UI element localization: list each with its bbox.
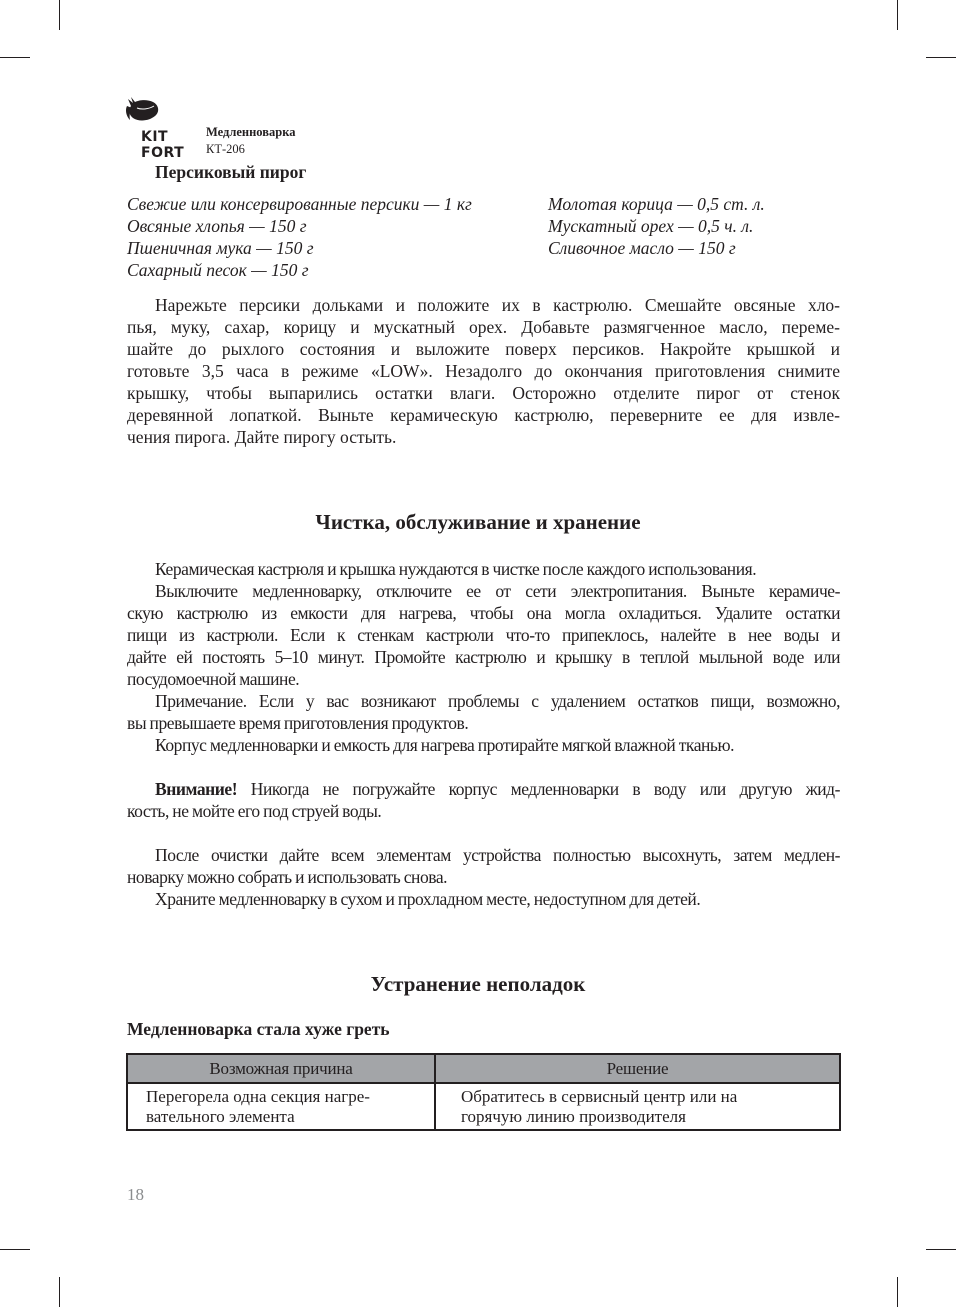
crop-mark: [897, 1277, 898, 1307]
paragraph-line: Керамическая кастрюля и крышка нуждаются в чистке после каждого использования.: [155, 559, 757, 579]
paragraph-line: готовьте 3,5 часа в режиме «LOW». Незадолго до окончания приготовления снимите: [127, 361, 840, 381]
warning-text: Никогда не погружайте корпус медленноварки в воду или другую жид-: [237, 779, 840, 799]
ingredient-item: Сливочное масло — 150 г: [548, 238, 736, 258]
troubleshooting-table: [126, 1053, 841, 1131]
crop-mark: [0, 57, 30, 58]
paragraph-line: новарку можно собрать и использовать снова.: [127, 867, 448, 887]
ingredient-item: Мускатный орех — 0,5 ч. л.: [548, 216, 754, 236]
crop-mark: [926, 1249, 956, 1250]
page-number: 18: [127, 1185, 144, 1204]
solution-line: Обратитесь в сервисный центр или на: [461, 1087, 738, 1106]
table-row: [127, 1083, 840, 1130]
paragraph-line: дайте ей постоять 5–10 минут. Промойте кастрюлю и крышку в теплой мыльной воде или: [127, 647, 840, 667]
paragraph-line: посудомоечной машине.: [127, 669, 300, 689]
ingredients-left: [127, 193, 472, 281]
paragraph-line: чения пирога. Дайте пирогу остыть.: [127, 427, 397, 447]
table-header-row: [127, 1054, 840, 1083]
paragraph-line: пья, муку, сахар, корицу и мускатный орех. Добавьте размягченное масло, переме-: [127, 317, 840, 337]
recipe-instructions: [127, 294, 840, 448]
paragraph-line: Примечание. Если у вас возникают проблемы с удалением остатков пищи, возможно,: [155, 691, 840, 711]
product-name: Медленноварка: [206, 125, 296, 139]
crop-mark: [59, 0, 60, 30]
column-header-cause: Возможная причина: [127, 1054, 435, 1083]
header-product: [206, 124, 295, 158]
crop-mark: [59, 1277, 60, 1307]
paragraph-line: После очистки дайте всем элементам устройства полностью высохнуть, затем медлен-: [155, 845, 840, 865]
recipe-title: Персиковый пирог: [155, 162, 307, 182]
crop-mark: [0, 1249, 30, 1250]
solution-line: горячую линию производителя: [461, 1107, 686, 1126]
section-title-troubleshooting: Устранение неполадок: [370, 972, 586, 996]
column-header-solution: Решение: [435, 1054, 840, 1083]
paragraph-line: шайте до рыхлого состояния и выложите поверх персиков. Накройте крышкой и: [127, 339, 840, 359]
paragraph-line: вы превышаете время приготовления продуктов.: [127, 713, 469, 733]
warning-line: [127, 778, 840, 800]
brand-line-2: FORT: [141, 145, 185, 161]
cleaning-body: [127, 558, 840, 910]
crop-mark: [897, 0, 898, 30]
brand-logo: [125, 96, 184, 161]
crop-mark: [926, 57, 956, 58]
paragraph-line: деревянной лопаткой. Выньте керамическую кастрюлю, переверните ее для извле-: [127, 405, 840, 425]
paragraph-line: Храните медленноварку в сухом и прохладном месте, недоступном для детей.: [155, 889, 701, 909]
ingredient-item: Свежие или консервированные персики — 1 кг: [127, 194, 472, 214]
section-title-cleaning: Чистка, обслуживание и хранение: [315, 510, 641, 534]
paragraph-line: Выключите медленноварку, отключите ее от сети электропитания. Выньте керамиче-: [155, 581, 840, 601]
cause-cell: [127, 1083, 435, 1130]
ingredients-right: [548, 193, 765, 259]
brand-line-1: KIT: [141, 129, 169, 145]
warning-label: Внимание!: [155, 779, 238, 799]
solution-cell: [435, 1083, 840, 1130]
paragraph-line: Корпус медленноварки и емкость для нагрева протирайте мягкой влажной тканью.: [155, 735, 735, 755]
ingredient-item: Молотая корица — 0,5 ст. л.: [548, 194, 765, 214]
paragraph-line: Нарежьте персики дольками и положите их в кастрюлю. Смешайте овсяные хло-: [155, 295, 840, 315]
ingredient-item: Пшеничная мука — 150 г: [127, 238, 314, 258]
paragraph-line: крышку, чтобы выпарились остатки влаги. Осторожно отделите пирог от стенок: [127, 383, 840, 403]
paragraph-line: пищи из кастрюли. Если к стенкам кастрюли что-то припеклось, налейте в нее воды и: [127, 625, 840, 645]
ingredient-item: Сахарный песок — 150 г: [127, 260, 309, 280]
problem-subtitle: Медленноварка стала хуже греть: [127, 1019, 390, 1039]
cause-line: Перегорела одна секция нагре-: [146, 1087, 370, 1106]
paragraph-line: скую кастрюлю из емкости для нагрева, чтобы она могла охладиться. Удалите остатки: [127, 603, 840, 623]
cause-line: вательного элемента: [146, 1107, 295, 1126]
ingredient-item: Овсяные хлопья — 150 г: [127, 216, 307, 236]
warning-line: кость, не мойте его под струей воды.: [127, 801, 382, 821]
product-model: КТ-206: [206, 142, 245, 156]
whale-icon: [125, 96, 161, 124]
